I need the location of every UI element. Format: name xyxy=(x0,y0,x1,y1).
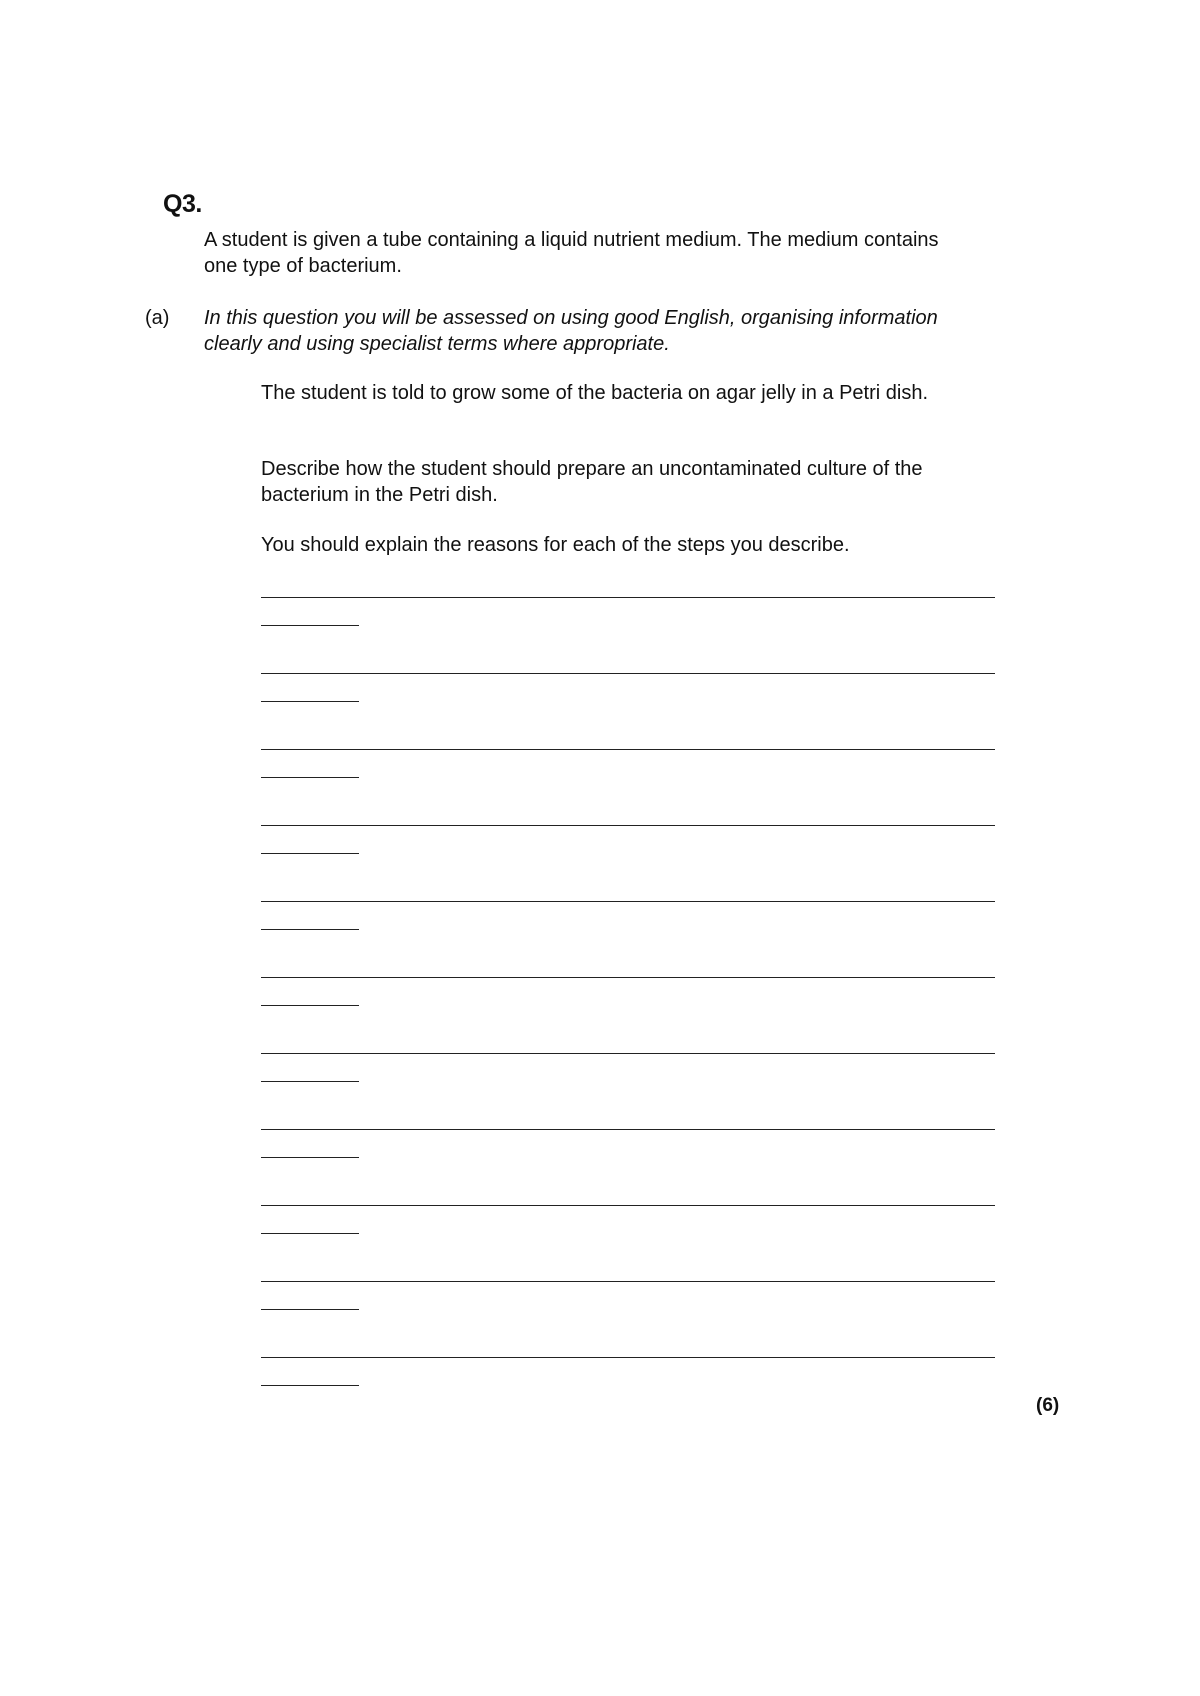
answer-line[interactable] xyxy=(261,1345,995,1387)
answer-line[interactable] xyxy=(261,813,995,855)
answer-line[interactable] xyxy=(261,1117,995,1159)
answer-line[interactable] xyxy=(261,1269,995,1311)
question-intro: A student is given a tube containing a liquid nutrient medium. The medium contains one type of bacterium. xyxy=(204,229,939,277)
marks-available: (6) xyxy=(1036,1395,1060,1416)
answer-line[interactable] xyxy=(261,661,995,703)
answer-line[interactable] xyxy=(261,1193,995,1235)
answer-line[interactable] xyxy=(261,889,995,931)
part-a-paragraph: Describe how the student should prepare an uncontaminated culture of the bacterium in the Petri dish. xyxy=(261,458,923,506)
answer-line[interactable] xyxy=(261,585,995,627)
part-a-qwc-note: In this question you will be assessed on using good English, organising information clearly and using specialist terms where appropriate. xyxy=(204,307,938,355)
part-a-paragraph: The student is told to grow some of the bacteria on agar jelly in a Petri dish. xyxy=(261,382,929,404)
answer-line[interactable] xyxy=(261,965,995,1007)
part-a-paragraph: You should explain the reasons for each of the steps you describe. xyxy=(261,534,850,556)
part-a-label: (a) xyxy=(145,307,170,329)
question-number: Q3. xyxy=(163,190,202,218)
answer-line[interactable] xyxy=(261,737,995,779)
answer-line[interactable] xyxy=(261,1041,995,1083)
